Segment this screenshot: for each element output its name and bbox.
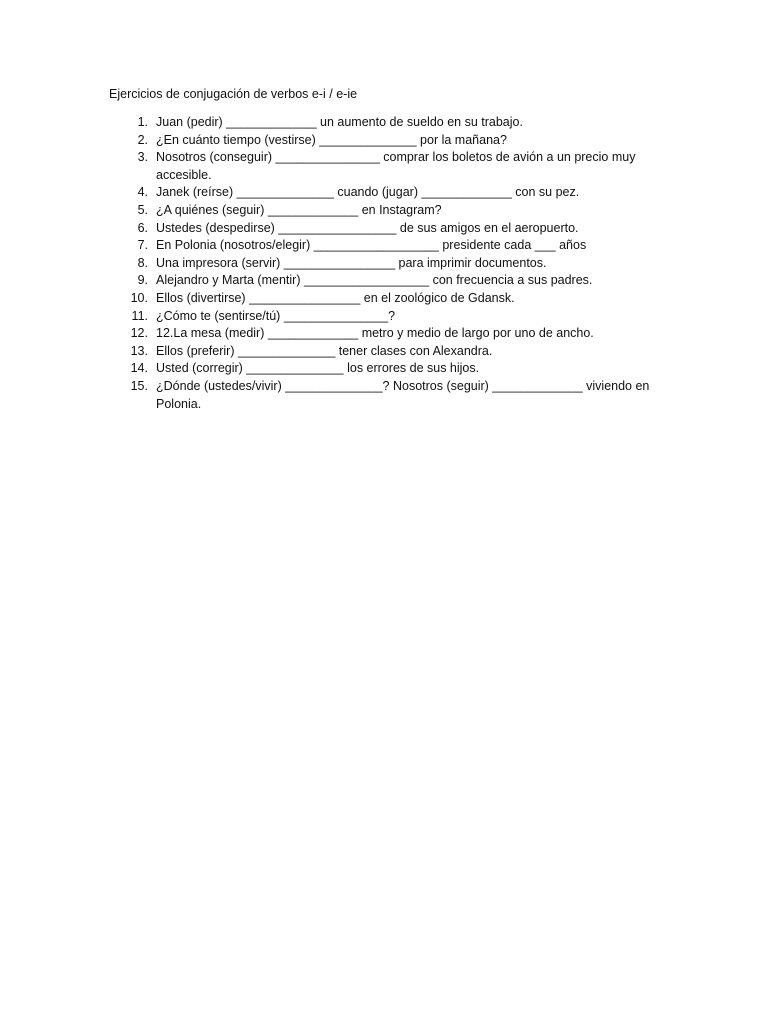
exercise-text: ¿En cuánto tiempo (vestirse) ______________ por la mañana? xyxy=(156,132,507,147)
exercise-text: ¿Cómo te (sentirse/tú) _______________? xyxy=(156,308,396,323)
exercise-number: 4. xyxy=(137,185,148,200)
exercise-text: Janek (reírse) ______________ cuando (jugar) _____________ con su pez. xyxy=(156,185,580,200)
exercise-number: 1. xyxy=(137,115,148,129)
exercise-number: 7. xyxy=(137,238,148,253)
exercise-text: Usted (corregir) ______________ los errores de sus hijos. xyxy=(156,361,480,376)
exercise-text: Nosotros (conseguir) _______________ comprar los boletos de avión a un precio muy accesible. xyxy=(156,150,636,182)
exercise-text: ¿Dónde (ustedes/vivir) ______________? Nosotros (seguir) _____________ viviendo en Polonia. xyxy=(156,378,650,411)
exercise-item-15 xyxy=(126,378,656,413)
exercise-number: 11. xyxy=(131,308,148,323)
exercise-number: 12. xyxy=(130,326,148,341)
exercise-text: Ellos (divertirse) ________________ en el zoológico de Gdansk. xyxy=(156,290,515,305)
exercise-number: 3. xyxy=(137,150,148,165)
exercise-item-12 xyxy=(126,325,656,343)
exercise-text: En Polonia (nosotros/elegir) __________________ presidente cada ___ años xyxy=(156,238,587,253)
exercise-text: Una impresora (servir) ________________ para imprimir documentos. xyxy=(156,255,547,270)
exercise-number: 6. xyxy=(137,220,148,235)
exercise-text: 12.La mesa (medir) _____________ metro y medio de largo por uno de ancho. xyxy=(156,326,594,341)
exercise-item-10 xyxy=(126,290,656,308)
exercise-number: 9. xyxy=(137,273,148,288)
exercise-item-11 xyxy=(126,308,656,326)
exercise-text: Juan (pedir) _____________ un aumento de sueldo en su trabajo. xyxy=(156,115,523,129)
exercise-text: Ustedes (despedirse) _________________ de sus amigos en el aeropuerto. xyxy=(156,220,579,235)
exercise-number: 15. xyxy=(130,378,148,393)
exercise-item-2 xyxy=(126,132,656,150)
exercise-item-3 xyxy=(126,149,656,184)
exercise-text: Ellos (preferir) ______________ tener clases con Alexandra. xyxy=(156,343,493,358)
document-title: Ejercicios de conjugación de verbos e-i / e-ie xyxy=(109,87,358,101)
exercise-number: 10. xyxy=(130,290,148,305)
exercise-number: 8. xyxy=(137,255,148,270)
exercise-text: ¿A quiénes (seguir) _____________ en Instagram? xyxy=(156,202,442,217)
exercise-item-1 xyxy=(126,114,656,132)
exercise-item-7 xyxy=(126,237,656,255)
exercise-number: 14. xyxy=(130,361,148,376)
exercise-number: 13. xyxy=(130,343,148,358)
exercise-text: Alejandro y Marta (mentir) __________________ con frecuencia a sus padres. xyxy=(156,273,593,288)
exercise-item-6 xyxy=(126,220,656,238)
exercise-number: 2. xyxy=(137,132,148,147)
exercise-item-4 xyxy=(126,184,656,202)
exercise-list xyxy=(126,114,656,413)
exercise-item-5 xyxy=(126,202,656,220)
exercise-item-8 xyxy=(126,255,656,273)
exercise-item-13 xyxy=(126,343,656,361)
exercise-item-9 xyxy=(126,272,656,290)
exercise-number: 5. xyxy=(137,202,148,217)
exercise-item-14 xyxy=(126,360,656,378)
